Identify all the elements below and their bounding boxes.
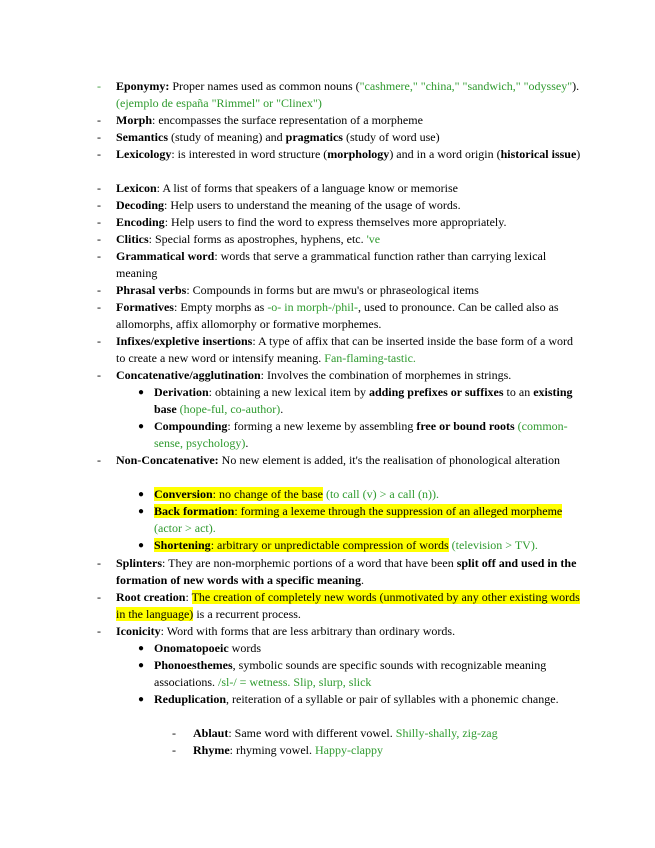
list-item-semantics: - Semantics (study of meaning) and pragmatics (study of word use) xyxy=(97,130,440,144)
list-item-concatenative: - Concatenative/agglutination: Involves the combination of morphemes in strings. xyxy=(97,368,512,382)
sub-item-reduplication: ● Reduplication, reiteration of a syllable or pair of syllables with a phonemic change. xyxy=(138,692,559,706)
list-item-formatives: - Formatives: Empty morphs as -o- in morph-/phil-, used to pronounce. Can be called also as allomorphs, affix allomorphy or formative morphemes. xyxy=(97,300,559,331)
sub-item-onomatopoeic: ● Onomatopoeic words xyxy=(138,641,262,655)
list-item-grammatical-word: - Grammatical word: words that serve a grammatical function rather than carrying lexical meaning xyxy=(97,249,547,280)
sub-sub-item-ablaut: - Ablaut: Same word with different vowel. Shilly-shally, zig-zag xyxy=(172,726,498,740)
list-item-lexicology: - Lexicology: is interested in word structure (morphology) and in a word origin (historical issue) xyxy=(97,147,581,161)
list-item-infixes: - Infixes/expletive insertions: A type of affix that can be inserted inside the base form of a word to create a new word or intensify meaning. Fan-flaming-tastic. xyxy=(97,334,574,365)
sub-item-shortening: ● Shortening: arbitrary or unpredictable compression of words (television > TV). xyxy=(138,538,538,552)
list-item-eponymy: - Eponymy: Proper names used as common nouns ("cashmere," "china," "sandwich," "odyssey"). (ejemplo de españa "Rimmel" or "Clinex") xyxy=(97,79,580,110)
sub-item-conversion: ● Conversion: no change of the base (to call (v) > a call (n)). xyxy=(138,487,440,501)
list-item-encoding: - Encoding: Help users to find the word to express themselves more appropriately. xyxy=(97,215,507,229)
term: Eponymy: xyxy=(116,79,170,93)
list-item-lexicon: - Lexicon: A list of forms that speakers of a language know or memorise xyxy=(97,181,458,195)
list-item-morph: - Morph: encompasses the surface representation of a morpheme xyxy=(97,113,423,127)
sub-item-back-formation: ● Back formation: forming a lexeme through the suppression of an alleged morpheme (actor > act). xyxy=(138,504,563,535)
list-item-phrasal-verbs: - Phrasal verbs: Compounds in forms but are mwu's or phraseological items xyxy=(97,283,479,297)
list-item-splinters: - Splinters: They are non-morphemic portions of a word that have been split off and used in the formation of new words with a specific meaning. xyxy=(97,556,577,587)
list-item-root-creation: - Root creation: The creation of completely new words (unmotivated by any other existing words in the language) is a recurrent process. xyxy=(97,590,580,621)
note: (ejemplo de españa "Rimmel" or "Clinex") xyxy=(116,96,322,110)
list-item-clitics: - Clitics: Special forms as apostrophes, hyphens, etc. 've xyxy=(97,232,381,246)
list-item-non-concatenative: - Non-Concatenative: No new element is added, it's the realisation of phonological alteration xyxy=(97,453,561,467)
list-dash: - xyxy=(97,79,101,93)
sub-item-compounding: ● Compounding: forming a new lexeme by assembling free or bound roots (common-sense, psychology). xyxy=(138,419,568,450)
sub-item-derivation: ● Derivation: obtaining a new lexical item by adding prefixes or suffixes to an existing base (hope-ful, co-author). xyxy=(138,385,573,416)
sub-sub-item-rhyme: - Rhyme: rhyming vowel. Happy-clappy xyxy=(172,743,383,757)
list-item-iconicity: - Iconicity: Word with forms that are less arbitrary than ordinary words. xyxy=(97,624,456,638)
sub-item-phonoesthemes: ● Phonoesthemes, symbolic sounds are specific sounds with recognizable meaning associations. /sl-/ = wetness. Slip, slurp, slick xyxy=(138,658,547,689)
list-item-decoding: - Decoding: Help users to understand the meaning of the usage of words. xyxy=(97,198,461,212)
